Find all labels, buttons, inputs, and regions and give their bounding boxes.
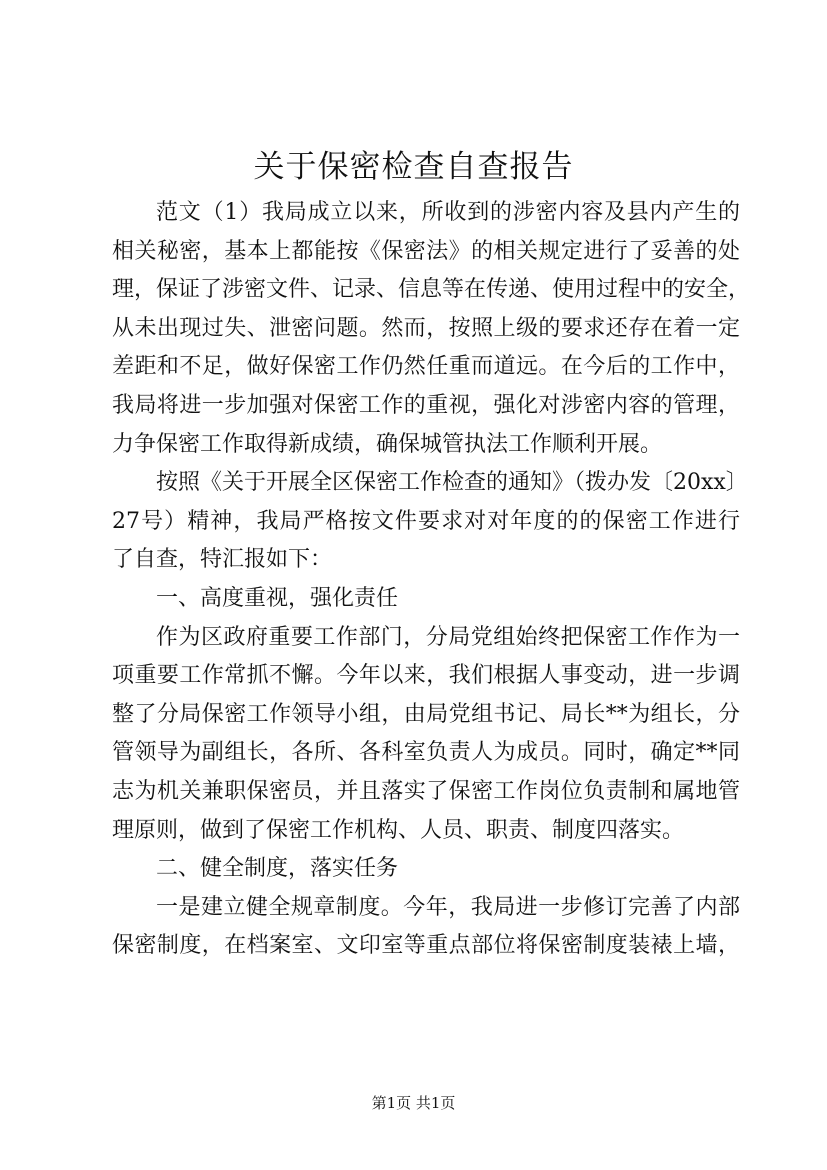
section-heading: 一、高度重视，强化责任 xyxy=(156,585,399,611)
paragraph-line: 理原则，做到了保密工作机构、人员、职责、制度四落实。 xyxy=(112,817,685,843)
paragraph-line: 整了分局保密工作领导小组，由局党组书记、局长**为组长，分 xyxy=(112,701,740,727)
document-title: 关于保密检查自查报告 xyxy=(253,149,574,185)
paragraph-line: 理，保证了涉密文件、记录、信息等在传递、使用过程中的安全， xyxy=(112,277,751,303)
paragraph-line: 我局将进一步加强对保密工作的重视，强化对涉密内容的管理， xyxy=(112,392,740,418)
paragraph-line: 从未出现过失、泄密问题。然而，按照上级的要求还存在着一定 xyxy=(112,315,740,341)
paragraph-line: 了自查，特汇报如下： xyxy=(112,547,333,573)
paragraph-line: 保密制度，在档案室、文印室等重点部位将保密制度装裱上墙， xyxy=(112,933,740,959)
paragraph-line: 27号）精神，我局严格按文件要求对对年度的的保密工作进行 xyxy=(112,508,740,534)
paragraph-line: 按照《关于开展全区保密工作检查的通知》（拨办发〔20xx〕 xyxy=(156,470,748,496)
document-body xyxy=(112,194,751,966)
paragraph-line: 相关秘密，基本上都能按《保密法》的相关规定进行了妥善的处 xyxy=(112,238,740,264)
page-number: 第1页 共1页 xyxy=(371,1094,456,1112)
paragraph-line: 差距和不足，做好保密工作仍然任重而道远。在今后的工作中， xyxy=(112,354,740,380)
paragraph-line: 管领导为副组长，各所、各科室负责人为成员。同时，确定**同 xyxy=(112,740,740,766)
paragraph-line: 力争保密工作取得新成绩，确保城管执法工作顺利开展。 xyxy=(112,431,663,457)
paragraph-line: 一是建立健全规章制度。今年，我局进一步修订完善了内部 xyxy=(156,894,740,920)
paragraph-line: 范文（1）我局成立以来，所收到的涉密内容及县内产生的 xyxy=(156,200,740,225)
section-heading: 二、健全制度，落实任务 xyxy=(156,856,399,882)
paragraph-line: 作为区政府重要工作部门，分局党组始终把保密工作作为一 xyxy=(156,624,740,650)
paragraph-line: 项重要工作常抓不懈。今年以来，我们根据人事变动，进一步调 xyxy=(112,663,740,689)
paragraph-line: 志为机关兼职保密员，并且落实了保密工作岗位负责制和属地管 xyxy=(112,778,740,804)
